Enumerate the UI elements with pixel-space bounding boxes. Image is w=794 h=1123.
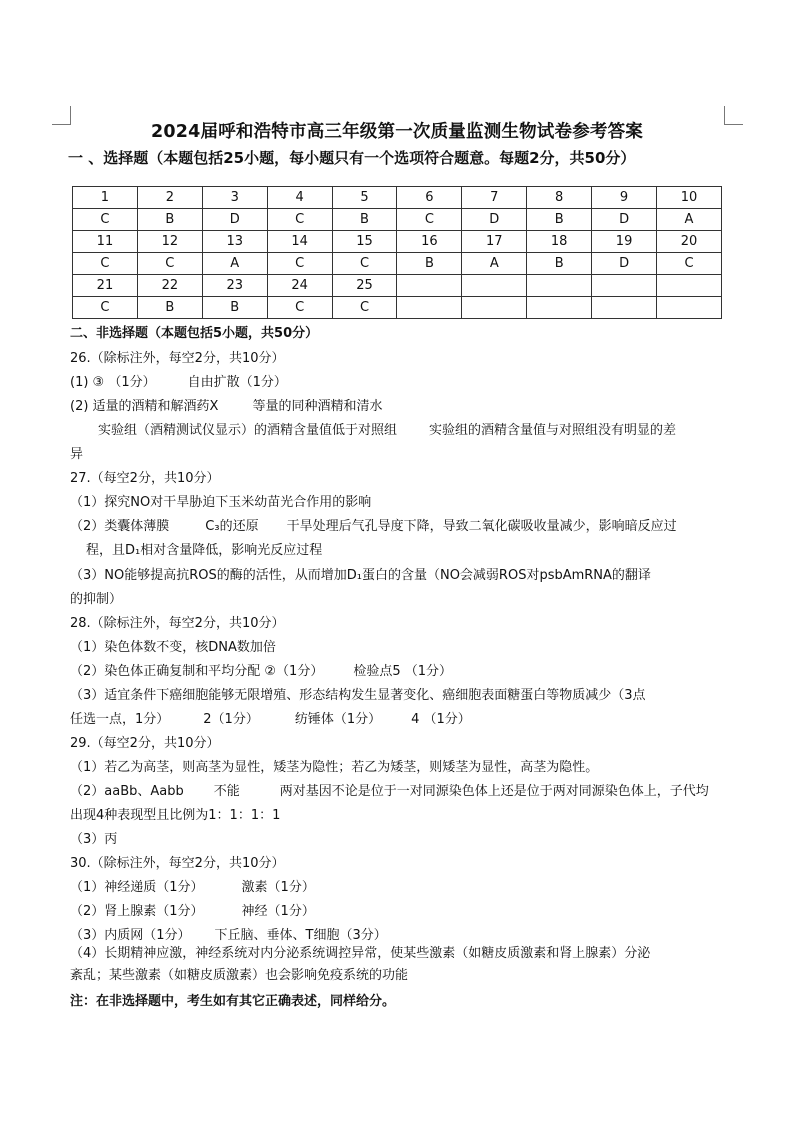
- q26-line2: [70, 395, 382, 414]
- answer-cell: C: [332, 297, 397, 319]
- q27-answer-2b: C₃的还原: [205, 519, 259, 534]
- q30-line2: [70, 900, 315, 919]
- question-number-cell: [527, 275, 592, 297]
- answer-cell: C: [73, 297, 138, 319]
- q26-line1: [70, 371, 287, 390]
- question-number-cell: 10: [657, 187, 722, 209]
- question-number-cell: 15: [332, 231, 397, 253]
- answer-cell: C: [657, 253, 722, 275]
- answer-cell: C: [137, 253, 202, 275]
- q28-answer-4c: 纺锤体（1分）: [294, 712, 382, 727]
- q29-answer-2b: 不能: [213, 784, 240, 799]
- q30-answer-3a: （3）内质网（1分）: [70, 928, 191, 943]
- question-number-cell: 19: [592, 231, 657, 253]
- q26-header: 26.（除标注外，每空2分，共10分）: [70, 351, 285, 366]
- question-number-cell: 1: [73, 187, 138, 209]
- q30-line5: 紊乱；某些激素（如糖皮质激素）也会影响免疫系统的功能: [70, 968, 409, 983]
- q26-answer-2a: (2) 适量的酒精和解酒药X: [70, 399, 219, 414]
- answer-cell: B: [332, 209, 397, 231]
- answer-cell: C: [267, 297, 332, 319]
- answer-table-row: [73, 209, 722, 231]
- answer-cell: [592, 297, 657, 319]
- q30-answer-3b: 下丘脑、垂体、T细胞（3分）: [214, 928, 387, 943]
- q26-answer-3a: 实验组（酒精测试仪显示）的酒精含量值低于对照组: [98, 423, 398, 438]
- q30-answer-2a: （2）肾上腺素（1分）: [70, 904, 204, 919]
- q28-answer-4a: 任选一点，1分）: [70, 712, 170, 727]
- answer-cell: A: [462, 253, 527, 275]
- q30-line3: [70, 924, 387, 943]
- question-number-cell: 3: [202, 187, 267, 209]
- answer-cell: B: [137, 297, 202, 319]
- answer-cell: D: [202, 209, 267, 231]
- q29-line4: （3）丙: [70, 832, 118, 847]
- q27-line4: （3）NO能够提高抗ROS的酶的活性，从而增加D₁蛋白的含量（NO会减弱ROS对psbAmRNA的翻译: [70, 568, 651, 583]
- q28-answer-2b: 检验点5 （1分）: [353, 664, 453, 679]
- q28-answer-2a: （2）染色体正确复制和平均分配 ②（1分）: [70, 664, 324, 679]
- q26-answer-2b: 等量的同种酒精和清水: [252, 399, 383, 414]
- q30-answer-1a: （1）神经递质（1分）: [70, 880, 204, 895]
- answer-table-row: [73, 297, 722, 319]
- q27-line3: 程，且D₁相对含量降低，影响光反应过程: [86, 543, 323, 558]
- question-number-cell: 4: [267, 187, 332, 209]
- question-number-cell: 22: [137, 275, 202, 297]
- q30-line4: （4）长期精神应激，神经系统对内分泌系统调控异常，使某些激素（如糖皮质激素和肾上腺素）分泌: [70, 946, 651, 961]
- answer-cell: [462, 297, 527, 319]
- answer-cell: [527, 297, 592, 319]
- answer-table-row: [73, 231, 722, 253]
- q27-line2: [70, 515, 677, 534]
- answer-cell: B: [202, 297, 267, 319]
- answer-cell: [657, 297, 722, 319]
- q26-line4: 异: [70, 447, 84, 462]
- answer-table-row: [73, 253, 722, 275]
- question-number-cell: 16: [397, 231, 462, 253]
- q27-line1: （1）探究NO对干旱胁迫下玉米幼苗光合作用的影响: [70, 495, 372, 510]
- answer-cell: D: [462, 209, 527, 231]
- q28-line3: （3）适宜条件下癌细胞能够无限增殖、形态结构发生显著变化、癌细胞表面糖蛋白等物质减少（3点: [70, 688, 646, 703]
- question-number-cell: 20: [657, 231, 722, 253]
- question-number-cell: [397, 275, 462, 297]
- section2-heading: 二、非选择题（本题包括5小题，共50分）: [70, 326, 319, 341]
- q26-answer-1a: (1) ③ （1分）: [70, 375, 156, 390]
- question-number-cell: 13: [202, 231, 267, 253]
- q27-line5: 的抑制）: [70, 592, 123, 607]
- question-number-cell: 9: [592, 187, 657, 209]
- question-number-cell: 12: [137, 231, 202, 253]
- q29-answer-2c: 两对基因不论是位于一对同源染色体上还是位于两对同源染色体上，子代均: [279, 784, 709, 799]
- section1-heading: 一 、选择题（本题包括25小题，每小题只有一个选项符合题意。每题2分，共50分）: [68, 149, 636, 167]
- q30-answer-1b: 激素（1分）: [241, 880, 315, 895]
- answer-cell: B: [137, 209, 202, 231]
- answer-cell: B: [527, 209, 592, 231]
- q27-header: 27.（每空2分，共10分）: [70, 471, 220, 486]
- answer-cell: [397, 297, 462, 319]
- q30-answer-2b: 神经（1分）: [241, 904, 315, 919]
- answer-cell: A: [202, 253, 267, 275]
- q28-line4: [70, 708, 471, 727]
- q28-line1: （1）染色体数不变，核DNA数加倍: [70, 640, 276, 655]
- q28-answer-4b: 2（1分）: [203, 712, 259, 727]
- q26-answer-1b: 自由扩散（1分）: [187, 375, 287, 390]
- answer-table: [72, 186, 722, 319]
- q26-answer-3b: 实验组的酒精含量值与对照组没有明显的差: [429, 423, 677, 438]
- q28-header: 28.（除标注外，每空2分，共10分）: [70, 616, 285, 631]
- question-number-cell: 17: [462, 231, 527, 253]
- question-number-cell: 2: [137, 187, 202, 209]
- q28-answer-4d: 4 （1分）: [411, 712, 471, 727]
- answer-cell: D: [592, 253, 657, 275]
- q29-line2: [70, 780, 709, 799]
- question-number-cell: [462, 275, 527, 297]
- answer-cell: C: [267, 253, 332, 275]
- question-number-cell: 18: [527, 231, 592, 253]
- document-title: 2024届呼和浩特市高三年级第一次质量监测生物试卷参考答案: [150, 122, 643, 142]
- q29-line1: （1）若乙为高茎，则高茎为显性，矮茎为隐性；若乙为矮茎，则矮茎为显性，高茎为隐性。: [70, 760, 599, 775]
- answer-cell: C: [73, 253, 138, 275]
- question-number-cell: [657, 275, 722, 297]
- answer-cell: D: [592, 209, 657, 231]
- q27-answer-2a: （2）类囊体薄膜: [70, 519, 170, 534]
- q27-answer-2c: 干旱处理后气孔导度下降，导致二氧化碳吸收量减少，影响暗反应过: [286, 519, 677, 534]
- question-number-cell: 7: [462, 187, 527, 209]
- question-number-cell: 23: [202, 275, 267, 297]
- question-number-cell: 21: [73, 275, 138, 297]
- question-number-cell: 5: [332, 187, 397, 209]
- question-number-cell: 14: [267, 231, 332, 253]
- answer-cell: B: [397, 253, 462, 275]
- answer-table-row: [73, 187, 722, 209]
- q28-line2: [70, 660, 452, 679]
- q29-header: 29.（每空2分，共10分）: [70, 736, 220, 751]
- question-number-cell: 6: [397, 187, 462, 209]
- question-number-cell: 24: [267, 275, 332, 297]
- answer-cell: C: [267, 209, 332, 231]
- grading-note: 注：在非选择题中，考生如有其它正确表述，同样给分。: [70, 994, 396, 1009]
- q29-line3: 出现4种表现型且比例为1：1：1：1: [70, 808, 281, 823]
- answer-cell: C: [73, 209, 138, 231]
- answer-table-row: [73, 275, 722, 297]
- answer-cell: C: [397, 209, 462, 231]
- q30-header: 30.（除标注外，每空2分，共10分）: [70, 856, 285, 871]
- answer-cell: B: [527, 253, 592, 275]
- question-number-cell: 25: [332, 275, 397, 297]
- question-number-cell: [592, 275, 657, 297]
- answer-cell: C: [332, 253, 397, 275]
- q29-answer-2a: （2）aaBb、Aabb: [70, 784, 184, 799]
- question-number-cell: 8: [527, 187, 592, 209]
- question-number-cell: 11: [73, 231, 138, 253]
- q26-line3: [98, 419, 676, 438]
- answer-cell: A: [657, 209, 722, 231]
- q30-line1: [70, 876, 315, 895]
